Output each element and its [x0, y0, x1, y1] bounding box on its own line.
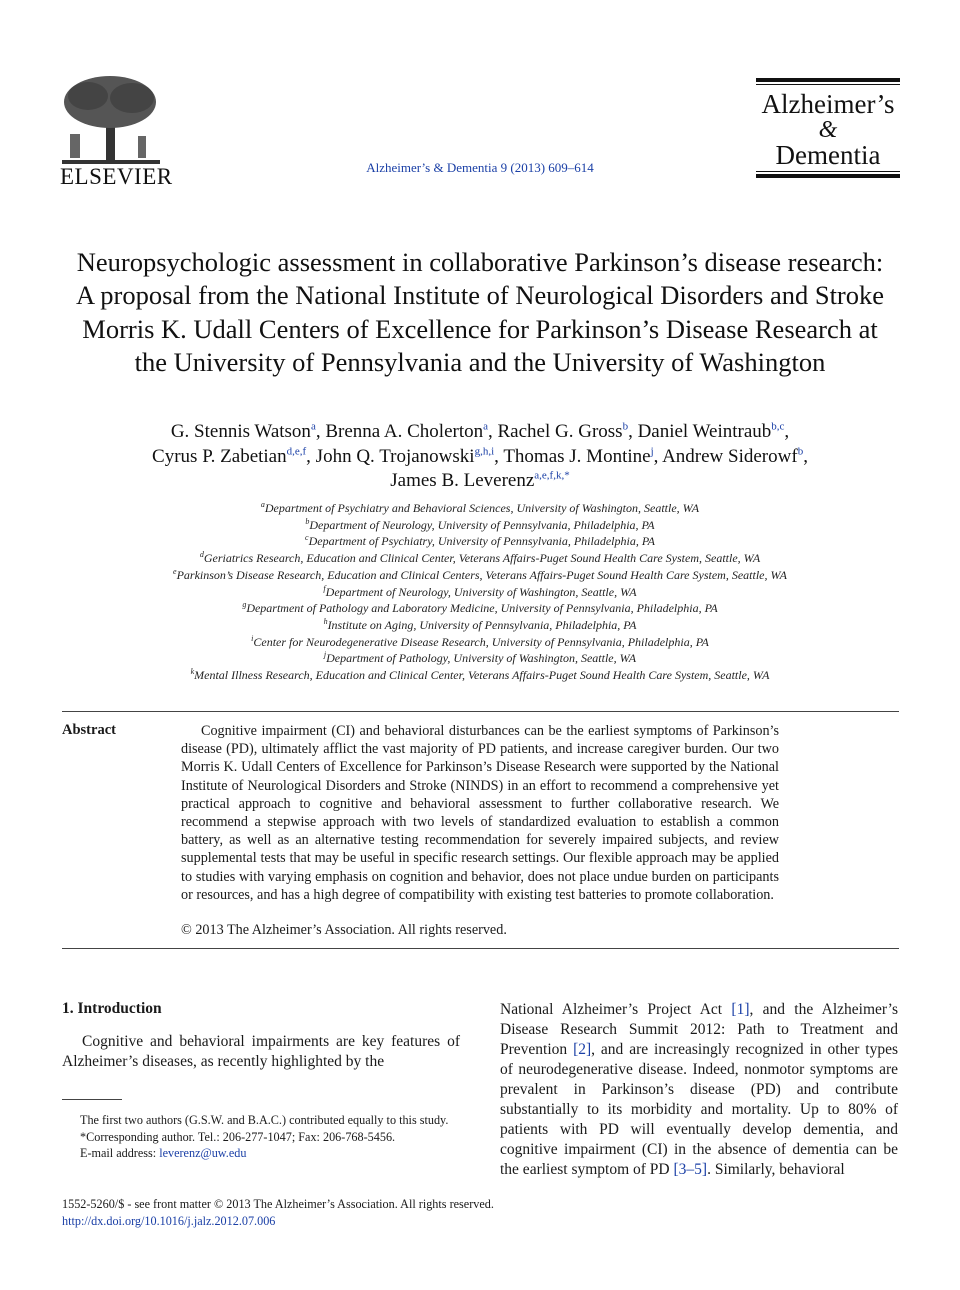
abstract-heading: Abstract	[62, 722, 116, 738]
publisher-wordmark: ELSEVIER	[60, 164, 173, 189]
author-list	[70, 420, 890, 494]
author: G. Stennis Watson$^a$,	[170, 420, 326, 442]
intro-paragraph-right: National Alzheimer’s Project Act [1], and the Alzheimer’s Disease Research Summit 2012: Path to Treatment and Prevention [2], and are increasingly recognized in other types of neurodegenerative disease. Indeed, nonmotor symptoms are prevalent in Parkinson’s disease (PD) and contribute substantially to its morbidity and mortality. Up to 80% of patients with PD will eventually develop dementia, and cognitive impairment (CI) in the absence of dementia can be the earliest symptom of PD [3–5]. Similarly, behavioral	[500, 1001, 898, 1178]
author: Rachel G. Gross$^b$,	[497, 420, 638, 442]
affiliation: $^i$Center for Neurodegenerative Disease Research, University of Pennsylvania, Philadelphia, PA	[251, 633, 709, 649]
affiliation: $^a$Department of Psychiatry and Behavioral Sciences, University of Washington, Seattle, WA	[260, 500, 700, 515]
journal-brand	[756, 78, 900, 178]
issn-line: 1552-5260/$ - see front matter © 2013 The Alzheimer’s Association. All rights reserved.	[62, 1197, 494, 1211]
affiliation: $^e$Parkinson’s Disease Research, Education and Clinical Centers, Veterans Affairs-Puget Sound Health Care System, Seattle, WA	[173, 566, 787, 582]
footnotes	[62, 1112, 460, 1162]
front-matter	[62, 1196, 494, 1229]
citation-link[interactable]: [2]	[573, 1041, 592, 1058]
doi-link[interactable]: http://dx.doi.org/10.1016/j.jalz.2012.07.006	[62, 1213, 276, 1228]
affiliation: $^b$Department of Neurology, University of Pennsylvania, Philadelphia, PA	[305, 516, 655, 532]
footnote-corresponding-author: *Corresponding author. Tel.: 206-277-1047; Fax: 206-768-5456.	[80, 1129, 396, 1144]
abstract-copyright: © 2013 The Alzheimer’s Association. All rights reserved.	[181, 922, 507, 938]
footnote-email: E-mail address: leverenz@uw.edu	[80, 1146, 247, 1160]
brand-ampersand: &	[818, 117, 838, 143]
journal-citation-link[interactable]: Alzheimer’s & Dementia 9 (2013) 609–614	[366, 160, 594, 175]
author: Andrew Siderowf$^b$,	[662, 445, 808, 467]
author: Thomas J. Montine$^j$,	[503, 445, 663, 467]
section-heading: 1. Introduction	[62, 1000, 162, 1017]
affiliation-list	[60, 500, 900, 684]
author: Brenna A. Cholerton$^a$,	[325, 420, 498, 442]
brand-top-rule	[756, 84, 900, 85]
citation-link[interactable]: [3–5]	[673, 1161, 708, 1178]
affiliation: $^j$Department of Pathology, University of Washington, Seattle, WA	[323, 650, 637, 666]
brand-line-1: Alzheimer’s	[761, 89, 895, 119]
footnote-equal-contribution: The first two authors (G.S.W. and B.A.C.) contributed equally to this study.	[80, 1113, 449, 1127]
affiliation: $^h$Institute on Aging, University of Pennsylvania, Philadelphia, PA	[323, 616, 637, 632]
footnote-rule	[62, 1099, 122, 1100]
author: Daniel Weintraub$^{b,c}$,	[637, 420, 790, 442]
author: John Q. Trojanowski$^{g,h,i}$,	[315, 445, 504, 467]
affiliation: $^c$Department of Psychiatry, University of Pennsylvania, Philadelphia, PA	[305, 533, 655, 549]
abstract-bottom-rule	[62, 948, 899, 949]
affiliation: $^g$Department of Pathology and Laboratory Medicine, University of Pennsylvania, Philadelphia, PA	[242, 600, 718, 616]
brand-bottom-bar	[756, 174, 900, 178]
author: James B. Leverenz$^{a,e,f,k,*}$	[390, 469, 570, 491]
brand-top-bar	[756, 78, 900, 82]
affiliation: $^f$Department of Neurology, University of Washington, Seattle, WA	[323, 583, 637, 599]
author: Cyrus P. Zabetian$^{d,e,f}$,	[152, 445, 316, 467]
abstract-body: Cognitive impairment (CI) and behavioral disturbances can be the earliest symptoms of Parkinson’s disease (PD), ultimately afflict the vast majority of PD patients, and increase caregiver burden. Our two Morris K. Udall Centers of Excellence for Parkinson’s Disease Research were supported by the National Institute of Neurological Disorders and Stroke (NINDS) in an effort to recommend a comprehensive yet practical approach to cognitive and behavioral assessment to further collaborative research. We recommend a stepwise approach with two levels of standardized evaluation to establish a common battery, as well as an alternative testing recommendation for severely impaired subjects, and review supplemental tests that may be useful in specific research settings. Our flexible approach may be applied to studies with varying emphasis on cognition and behavior, does not place undue burden on participants or resources, and has a high degree of compatibility with existing test batteries to promote collaboration.	[181, 723, 779, 903]
abstract-top-rule	[62, 711, 899, 712]
brand-bottom-rule	[756, 171, 900, 172]
article-title: Neuropsychologic assessment in collaborative Parkinson’s disease research: A proposal from the National Institute of Neurological Disorders and Stroke Morris K. Udall Centers of Excellence for Parkinson’s Disease Research at the University of Pennsylvania and the University of Washington	[75, 247, 885, 377]
citation-link[interactable]: [1]	[731, 1001, 750, 1018]
brand-line-2: Dementia	[775, 140, 881, 170]
affiliation: $^d$Geriatrics Research, Education and Clinical Center, Veterans Affairs-Puget Sound Health Care System, Seattle, WA	[199, 550, 761, 566]
intro-paragraph-left: Cognitive and behavioral impairments are key features of Alzheimer’s diseases, as recently highlighted by the	[62, 1033, 460, 1071]
affiliation: $^k$Mental Illness Research, Education and Clinical Center, Veterans Affairs-Puget Sound Health Care System, Seattle, WA	[190, 667, 770, 683]
email-link[interactable]: leverenz@uw.edu	[159, 1146, 247, 1160]
